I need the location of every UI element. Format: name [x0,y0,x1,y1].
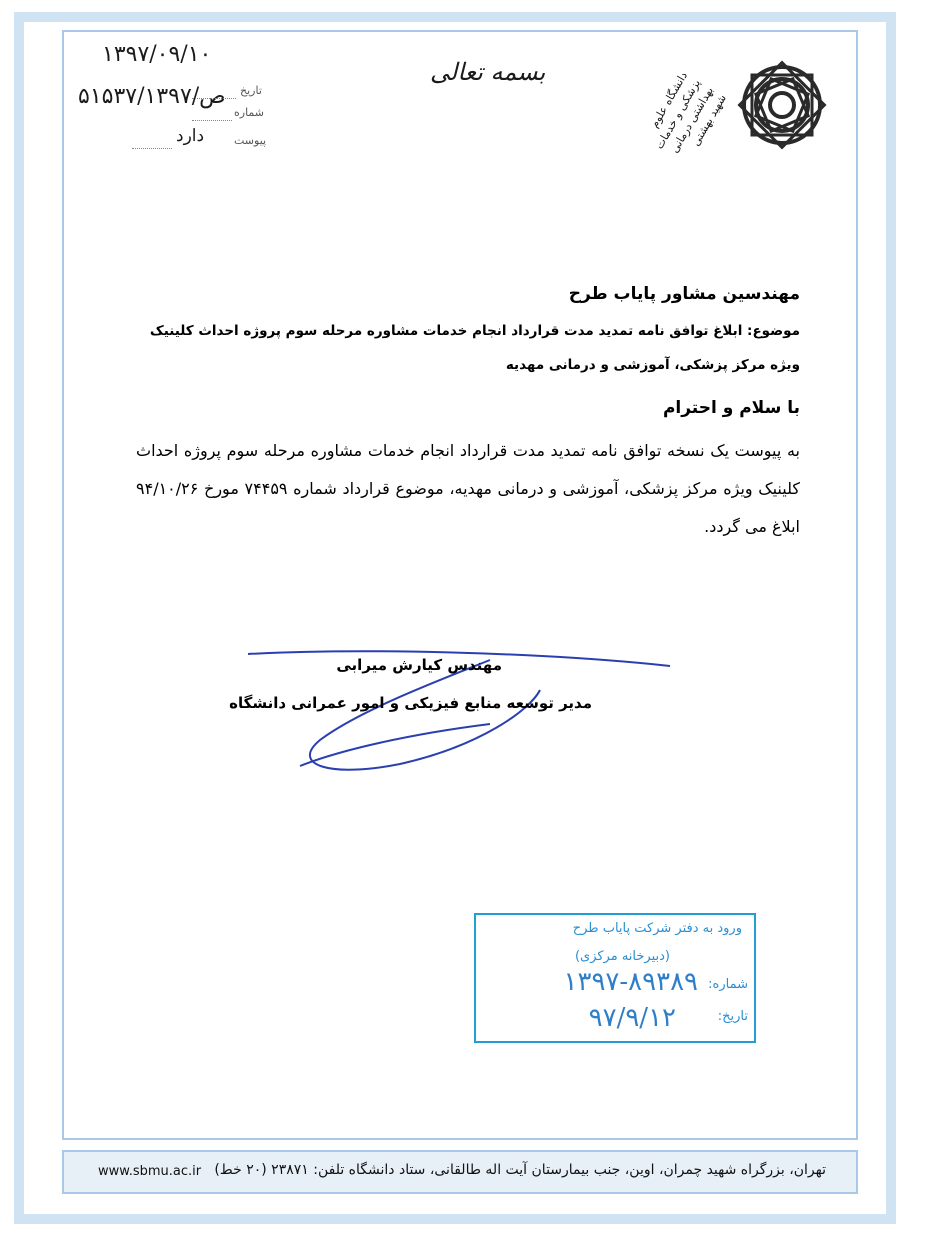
number-value: ۵۱۵۳۷/ص/۱۳۹۷ [78,84,226,109]
university-name: دانشگاه علوم پزشکی و خدمات بهداشتی درمانی شهید بهشتی [647,69,729,155]
basmala-heading: بسمه تعالی [430,58,546,86]
attachment-value: دارد [176,126,205,146]
stamp-date-label: تاریخ: [717,1009,748,1024]
date-dotted-line [192,98,236,99]
footer-bar [62,1150,858,1194]
attachment-label: پیوست [234,134,267,147]
stamp-date-value: ۹۷/۹/۱۲ [588,1003,676,1033]
signer-name: مهندس کیارش میرابی [336,656,502,674]
attachment-dotted-line [132,148,172,149]
receipt-stamp [474,913,756,1043]
stamp-subtitle: (دبیرخانه مرکزی) [574,949,670,964]
subject-line: موضوع: ابلاغ توافق نامه تمدید مدت قرارداد انجام خدمات مشاوره مرحله سوم پروژه احداث کلینیک ویژه مرکز پزشکی، آموزشی و درمانی مهدیه [149,323,800,373]
stamp-number-label: شماره: [708,977,748,992]
addressee: مهندسین مشاور پایاب طرح [568,284,800,304]
footer-website: www.sbmu.ac.ir [98,1164,202,1179]
stamp-number-value: ۱۳۹۷-۸۹۳۸۹ [563,967,698,997]
footer-address: تهران، بزرگراه شهید چمران، اوین، جنب بیمارستان آیت اله طالقانی، ستاد دانشگاه تلفن: ۲۳۸۷۱ (۲۰ خط) [214,1162,826,1178]
signature-block [229,640,680,780]
number-label: شماره [234,106,265,119]
letter-meta [72,40,282,160]
stamp-title: ورود به دفتر شرکت پایاب طرح [572,921,742,936]
greeting: با سلام و احترام [662,398,800,418]
date-label: تاریخ [240,84,262,97]
number-dotted-line [192,120,232,121]
date-value: ۱۳۹۷/۰۹/۱۰ [102,42,212,67]
signer-title: مدیر توسعه منابع فیزیکی و امور عمرانی دانشگاه [229,694,592,712]
body-paragraph: به پیوست یک نسخه توافق نامه تمدید مدت قرارداد انجام خدمات مشاوره مرحله سوم پروژه احداث کلینیک ویژه مرکز پزشکی، آموزشی و درمانی مهدیه، موضوع قرارداد شماره ۷۴۴۵۹ مورخ ۹۴/۱۰/۲۶ ابلاغ می گردد. [136,441,800,536]
